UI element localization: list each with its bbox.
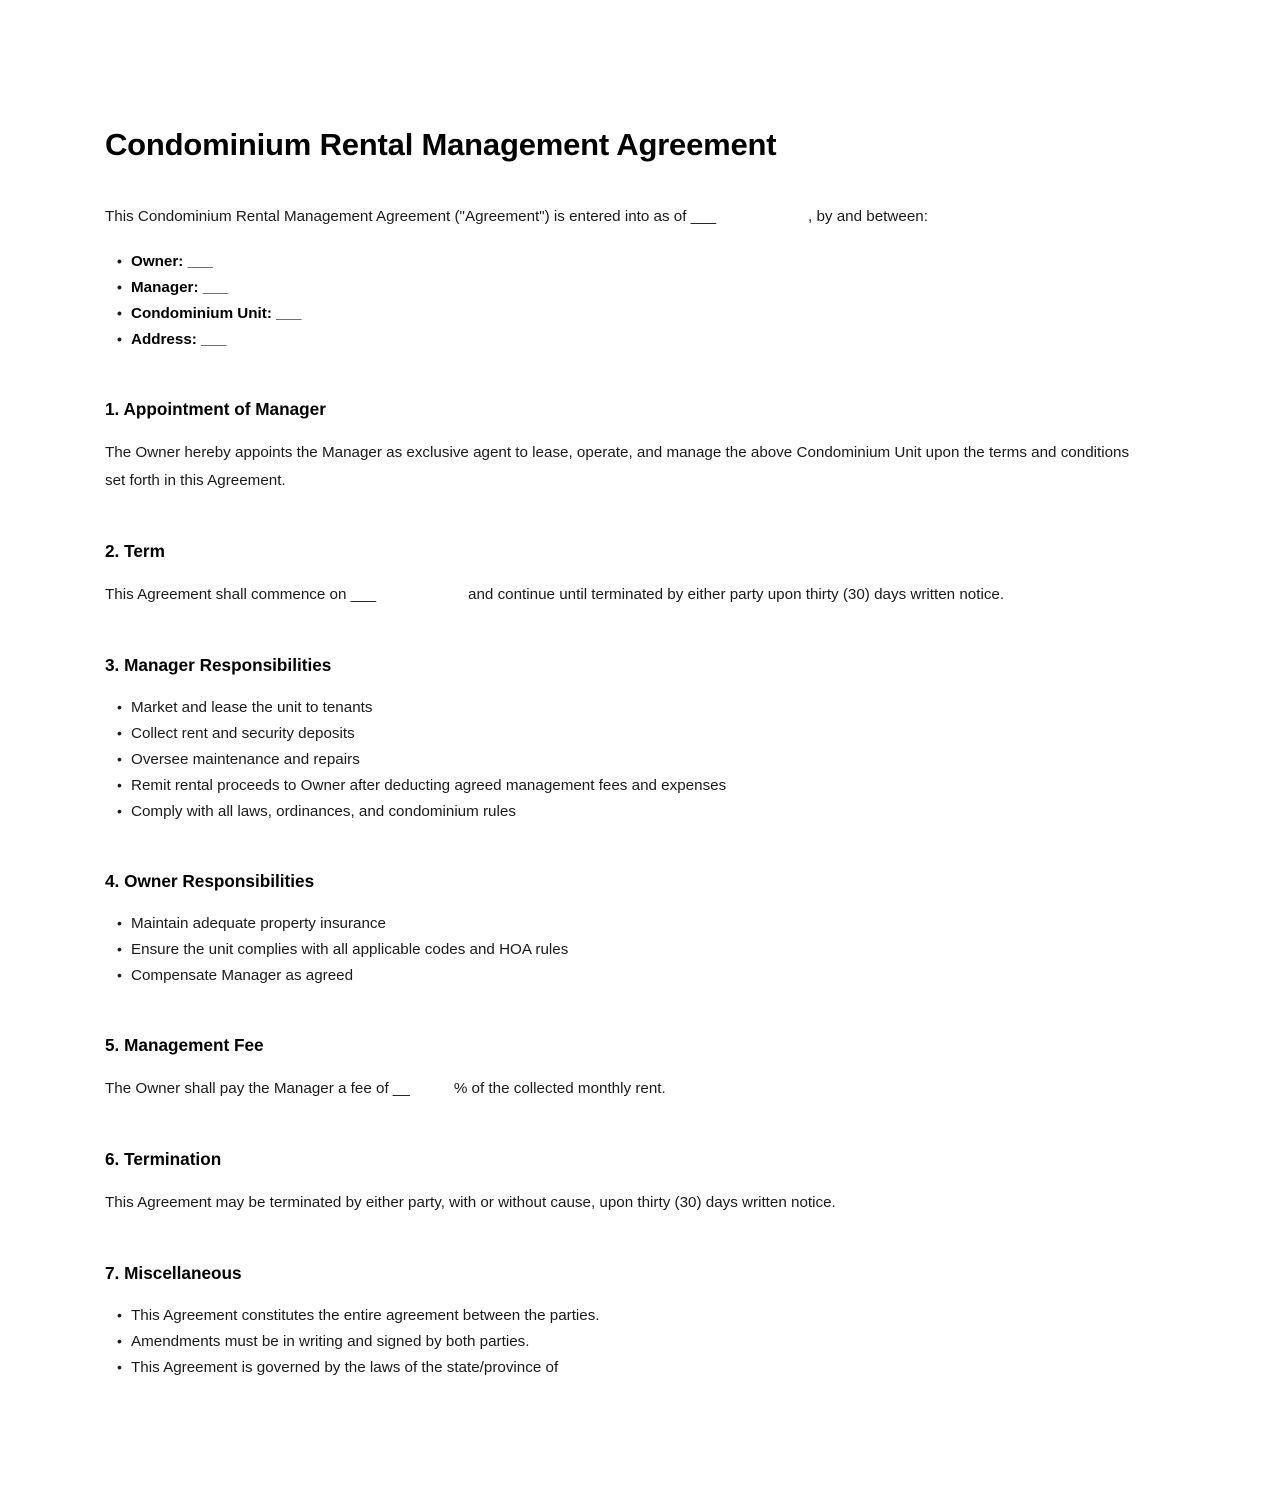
- section-manager-responsibilities: [105, 654, 1137, 825]
- section-body: [105, 581, 1137, 609]
- list-item: • Remit rental proceeds to Owner after deducting agreed management fees and expenses: [131, 773, 1137, 799]
- manager-responsibilities-list: [105, 695, 1137, 825]
- fee-percent-blank: __: [392, 1079, 410, 1097]
- section-heading: 4. Owner Responsibilities: [105, 870, 315, 891]
- list-item: • Collect rent and security deposits: [131, 721, 1137, 747]
- party-label: Condominium Unit:: [131, 304, 272, 322]
- document-body: [105, 126, 1137, 1381]
- party-blank: ___: [187, 252, 213, 270]
- term-text-after-blank: and continue until terminated by either party upon thirty (30) days written notice.: [468, 585, 1005, 603]
- list-item: [131, 327, 1137, 353]
- fee-text-after-blank: % of the collected monthly rent.: [453, 1079, 666, 1097]
- list-item: • Market and lease the unit to tenants: [131, 695, 1137, 721]
- list-item: [131, 249, 1137, 275]
- fee-text-before-blank: The Owner shall pay the Manager a fee of: [105, 1079, 389, 1097]
- intro-text-after-blank: , by and between:: [808, 207, 928, 225]
- party-blank: ___: [276, 304, 302, 322]
- owner-responsibilities-list: [105, 911, 1137, 989]
- section-term: [105, 540, 1137, 609]
- intro-text-before-blank: This Condominium Rental Management Agreement ("Agreement") is entered into as of: [105, 207, 687, 225]
- list-item: • This Agreement constitutes the entire agreement between the parties.: [131, 1303, 1137, 1329]
- term-text-before-blank: This Agreement shall commence on: [105, 585, 347, 603]
- section-heading: 3. Manager Responsibilities: [105, 654, 332, 675]
- section-heading: 6. Termination: [105, 1148, 222, 1169]
- section-body: This Agreement may be terminated by either party, with or without cause, upon thirty (30) days written notice.: [105, 1193, 836, 1211]
- date-blank: ___: [690, 207, 717, 225]
- section-appointment-of-manager: [105, 398, 1137, 495]
- list-item: • Oversee maintenance and repairs: [131, 747, 1137, 773]
- section-miscellaneous: [105, 1262, 1137, 1381]
- commencement-date-blank: ___: [350, 585, 377, 603]
- section-owner-responsibilities: [105, 870, 1137, 989]
- party-blank: ___: [202, 278, 229, 296]
- parties-list: [105, 249, 1137, 353]
- section-heading: 7. Miscellaneous: [105, 1262, 242, 1283]
- list-item: • Maintain adequate property insurance: [131, 911, 1137, 937]
- section-body: The Owner hereby appoints the Manager as exclusive agent to lease, operate, and manage the above Condominium Unit upon the terms and conditions set forth in this Agreement.: [105, 443, 1130, 489]
- intro-paragraph: [105, 203, 1137, 231]
- list-item: • Compensate Manager as agreed: [131, 963, 1137, 989]
- list-item: [131, 301, 1137, 327]
- section-heading: 2. Term: [105, 540, 165, 561]
- section-management-fee: [105, 1034, 1137, 1103]
- page-title: Condominium Rental Management Agreement: [105, 127, 777, 162]
- party-label: Manager:: [131, 278, 199, 296]
- party-label: Address:: [131, 330, 197, 348]
- list-item: • Comply with all laws, ordinances, and condominium rules: [131, 799, 1137, 825]
- party-label: Owner:: [131, 252, 184, 270]
- section-heading: 1. Appointment of Manager: [105, 398, 326, 419]
- list-item: • This Agreement is governed by the laws of the state/province of: [131, 1355, 1137, 1381]
- section-body: [105, 1075, 1137, 1103]
- miscellaneous-list: [105, 1303, 1137, 1381]
- section-termination: [105, 1148, 1137, 1217]
- section-heading: 5. Management Fee: [105, 1034, 264, 1055]
- list-item: • Amendments must be in writing and signed by both parties.: [131, 1329, 1137, 1355]
- party-blank: ___: [201, 330, 227, 348]
- list-item: [131, 275, 1137, 301]
- list-item: • Ensure the unit complies with all applicable codes and HOA rules: [131, 937, 1137, 963]
